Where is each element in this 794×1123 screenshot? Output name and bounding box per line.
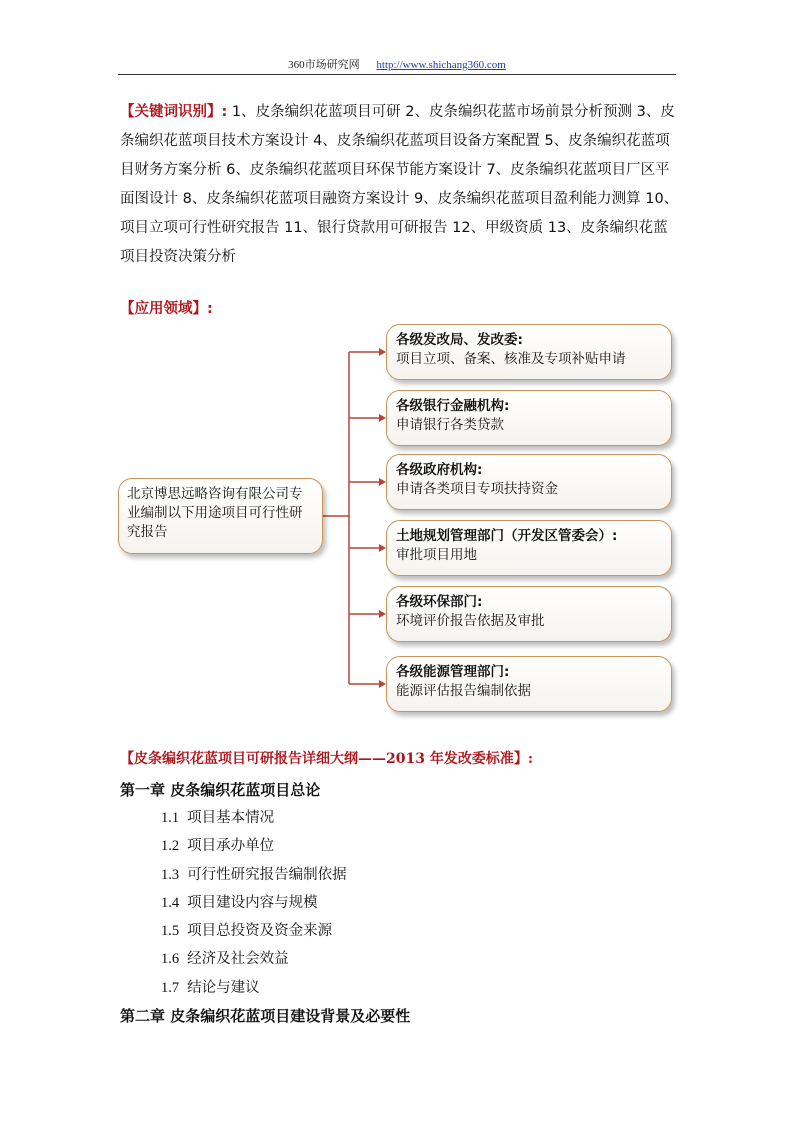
section-item [120,889,700,917]
keywords-label: 【关键词识别】: [120,104,228,120]
section-text: 项目基本情况 [187,810,275,826]
application-label: 【应用领域】: [120,301,213,317]
section-number: 1.7 [161,979,180,996]
target-title: 各级发改局、发改委: [396,332,523,348]
site-name: 360市场研究网 [288,59,360,71]
target-box-government [386,454,672,510]
target-desc: 申请银行各类贷款 [396,417,504,433]
section-item [120,832,700,860]
target-box-ndrc [386,324,672,380]
report-outline [120,748,700,1030]
section-number: 1.6 [161,951,180,968]
chapter-heading: 第一章 皮条编织花蓝项目总论 [120,781,321,799]
target-desc: 能源评估报告编制依据 [396,683,531,699]
keywords-text: 1、皮条编织花蓝项目可研 2、皮条编织花蓝市场前景分析预测 3、皮条编织花蓝项目技术方案设计 4、皮条编织花蓝项目设备方案配置 5、皮条编织花蓝项目财务方案分析 6、皮条编织花蓝项目环保节能方案设计 7、皮条编织花蓝项目厂区平面图设计 8、皮条编织花蓝项目融资方案设计 9、皮条编织花蓝项目盈利能力测算 10、项目立项可行性研究报告 11、银行贷款用可研报告 12、甲级资质 13、皮条编织花蓝项目投资决策分析 [120,104,679,265]
source-box: 北京博思远略咨询有限公司专业编制以下用途项目可行性研究报告 [118,478,323,554]
section-number: 1.4 [161,894,180,911]
section-item [120,861,700,889]
target-title: 各级政府机构: [396,462,483,478]
target-desc: 环境评价报告依据及审批 [396,613,545,629]
section-text: 项目总投资及资金来源 [187,923,333,940]
section-item [120,804,700,832]
target-box-land [386,520,672,576]
section-text: 项目承办单位 [187,838,275,855]
site-link[interactable]: http://www.shichang360.com [376,59,506,71]
target-box-bank [386,390,672,446]
section-number: 1.1 [161,810,180,826]
target-title: 土地规划管理部门（开发区管委会）: [396,528,618,544]
section-number: 1.2 [161,838,180,855]
target-title: 各级银行金融机构: [396,398,510,414]
target-title: 各级环保部门: [396,594,483,610]
target-box-environment [386,586,672,642]
section-item [120,974,700,1002]
section-number: 1.5 [161,923,180,940]
outline-title: 【皮条编织花蓝项目可研报告详细大纲——2013 年发改委标准】: [120,751,534,767]
section-text: 项目建设内容与规模 [187,894,318,911]
section-text: 经济及社会效益 [187,951,289,968]
section-text: 可行性研究报告编制依据 [187,866,347,883]
target-desc: 项目立项、备案、核准及专项补贴申请 [396,351,626,367]
section-text: 结论与建议 [187,979,260,996]
target-desc: 申请各类项目专项扶持资金 [396,481,558,497]
chapter-heading: 第二章 皮条编织花蓝项目建设背景及必要性 [120,1007,411,1026]
target-box-energy [386,656,672,712]
section-item [120,945,700,973]
target-title: 各级能源管理部门: [396,664,510,680]
target-desc: 审批项目用地 [396,547,477,563]
section-number: 1.3 [161,866,180,883]
section-item [120,917,700,945]
